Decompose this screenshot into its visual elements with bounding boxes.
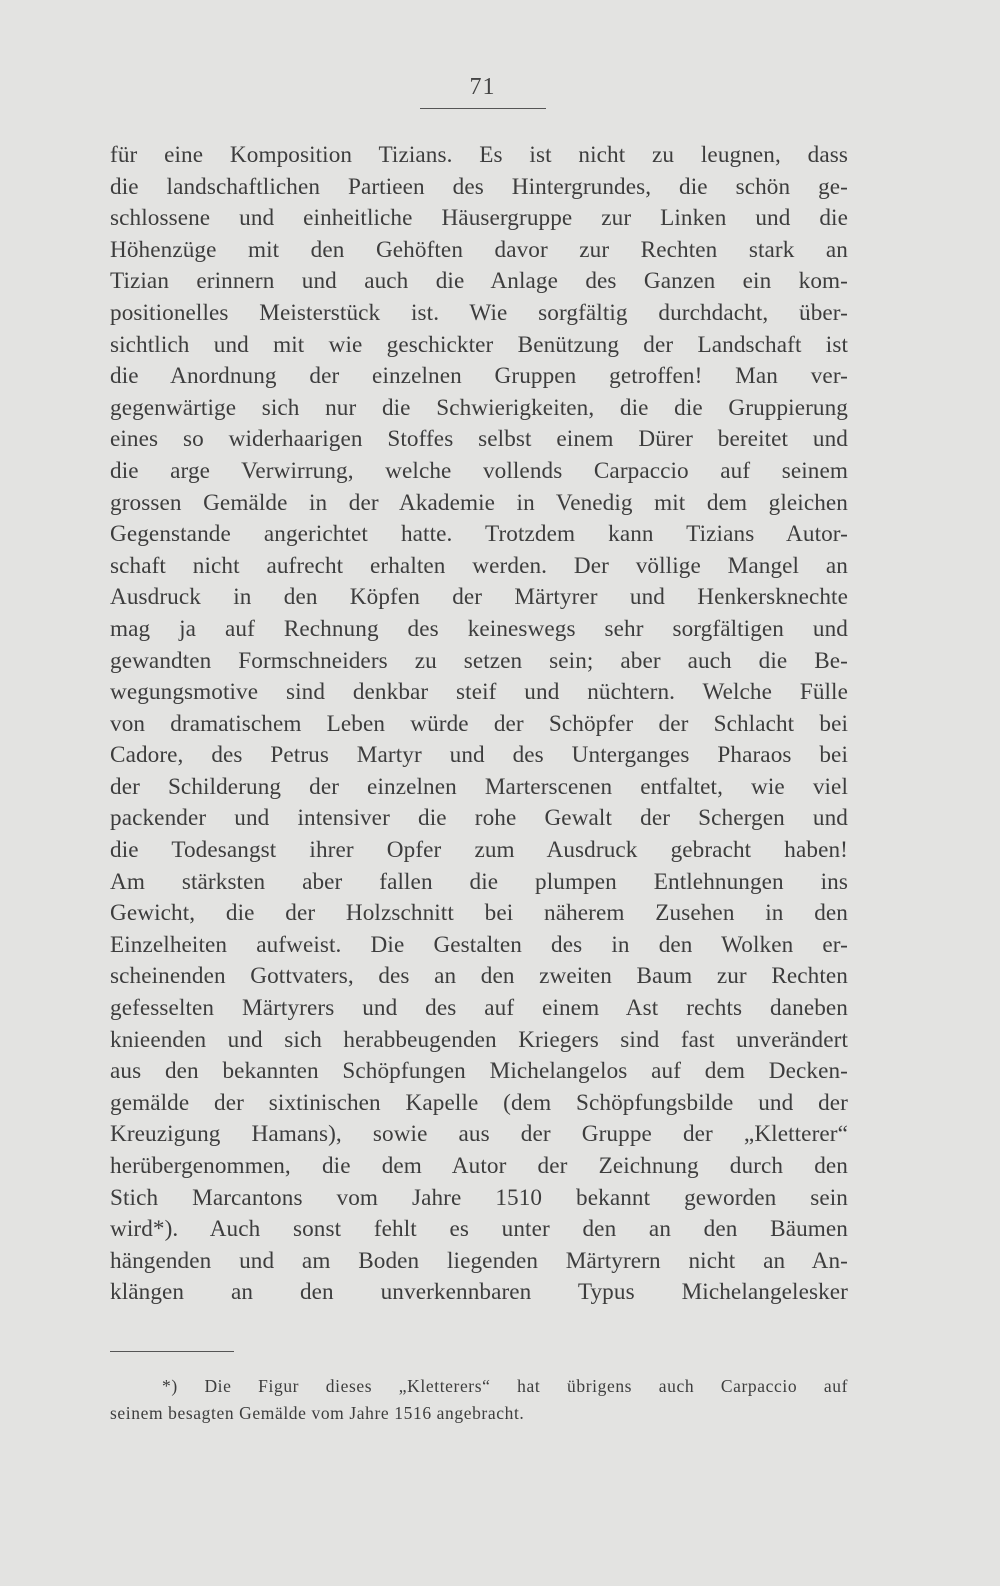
text-line: wegungsmotive sind denkbar steif und nüchtern. Welche Fülle — [110, 679, 848, 706]
text-line: Stich Marcantons vom Jahre 1510 bekannt geworden sein — [110, 1184, 848, 1211]
footnotes — [110, 1373, 848, 1427]
page-number: 71 — [469, 74, 496, 100]
text-line: Höhenzüge mit den Gehöften davor zur Rechten stark an — [110, 236, 848, 263]
text-line: Tizian erinnern und auch die Anlage des Ganzen ein kom- — [110, 268, 848, 295]
text-line: grossen Gemälde in der Akademie in Venedig mit dem gleichen — [110, 489, 848, 516]
text-line: schlossene und einheitliche Häusergruppe zur Linken und die — [110, 205, 848, 232]
text-line: aus den bekannten Schöpfungen Michelangelos auf dem Decken- — [110, 1058, 848, 1085]
text-line: gegenwärtige sich nur die Schwierigkeiten, die die Gruppierung — [110, 394, 848, 421]
text-line: Kreuzigung Hamans), sowie aus der Gruppe der „Kletterer“ — [110, 1121, 848, 1148]
footnote-line: *) Die Figur dieses „Kletterers“ hat übrigens auch Carpaccio auf — [162, 1376, 848, 1396]
text-line: schaft nicht aufrecht erhalten werden. Der völlige Mangel an — [110, 552, 848, 579]
text-line: klängen an den unverkennbaren Typus Michelangelesker — [110, 1279, 848, 1306]
text-line: packender und intensiver die rohe Gewalt der Schergen und — [110, 805, 848, 832]
footnote-rule — [110, 1351, 234, 1352]
text-line: sichtlich und mit wie geschickter Benützung der Landschaft ist — [110, 331, 848, 358]
text-line: Gewicht, die der Holzschnitt bei näherem Zusehen in den — [110, 900, 848, 927]
text-line: mag ja auf Rechnung des keineswegs sehr sorgfältigen und — [110, 615, 848, 642]
text-line: positionelles Meisterstück ist. Wie sorgfältig durchdacht, über- — [110, 299, 848, 326]
text-line: Ausdruck in den Köpfen der Märtyrer und Henkersknechte — [110, 584, 848, 611]
text-line: die arge Verwirrung, welche vollends Carpaccio auf seinem — [110, 457, 848, 484]
body-text — [110, 140, 848, 1309]
text-line: knieenden und sich herabbeugenden Kriegers sind fast unverändert — [110, 1026, 848, 1053]
text-line: der Schilderung der einzelnen Marterscenen entfaltet, wie viel — [110, 773, 848, 800]
footnote-line: seinem besagten Gemälde vom Jahre 1516 angebracht. — [110, 1403, 525, 1423]
text-line: scheinenden Gottvaters, des an den zweiten Baum zur Rechten — [110, 963, 848, 990]
text-line: Am stärksten aber fallen die plumpen Entlehnungen ins — [110, 868, 848, 895]
text-line: wird*). Auch sonst fehlt es unter den an den Bäumen — [110, 1216, 848, 1243]
text-line: eines so widerhaarigen Stoffes selbst einem Dürer bereitet und — [110, 426, 848, 453]
text-line: die landschaftlichen Partieen des Hintergrundes, die schön ge- — [110, 173, 848, 200]
text-line: Cadore, des Petrus Martyr und des Unterganges Pharaos bei — [110, 742, 848, 769]
text-line: gemälde der sixtinischen Kapelle (dem Schöpfungsbilde und der — [110, 1089, 848, 1116]
text-line: Gegenstande angerichtet hatte. Trotzdem kann Tizians Autor- — [110, 521, 848, 548]
text-line: die Todesangst ihrer Opfer zum Ausdruck gebracht haben! — [110, 837, 848, 864]
text-line: gewandten Formschneiders zu setzen sein; aber auch die Be- — [110, 647, 848, 674]
text-line: gefesselten Märtyrers und des auf einem Ast rechts daneben — [110, 995, 848, 1022]
text-line: für eine Komposition Tizians. Es ist nicht zu leugnen, dass — [110, 142, 848, 168]
text-line: die Anordnung der einzelnen Gruppen getroffen! Man ver- — [110, 363, 848, 390]
text-line: Einzelheiten aufweist. Die Gestalten des in den Wolken er- — [110, 931, 848, 958]
text-line: von dramatischem Leben würde der Schöpfer der Schlacht bei — [110, 710, 848, 737]
text-line: hängenden und am Boden liegenden Märtyrern nicht an An- — [110, 1247, 848, 1274]
header-rule — [420, 108, 546, 109]
text-line: herübergenommen, die dem Autor der Zeichnung durch den — [110, 1153, 848, 1179]
